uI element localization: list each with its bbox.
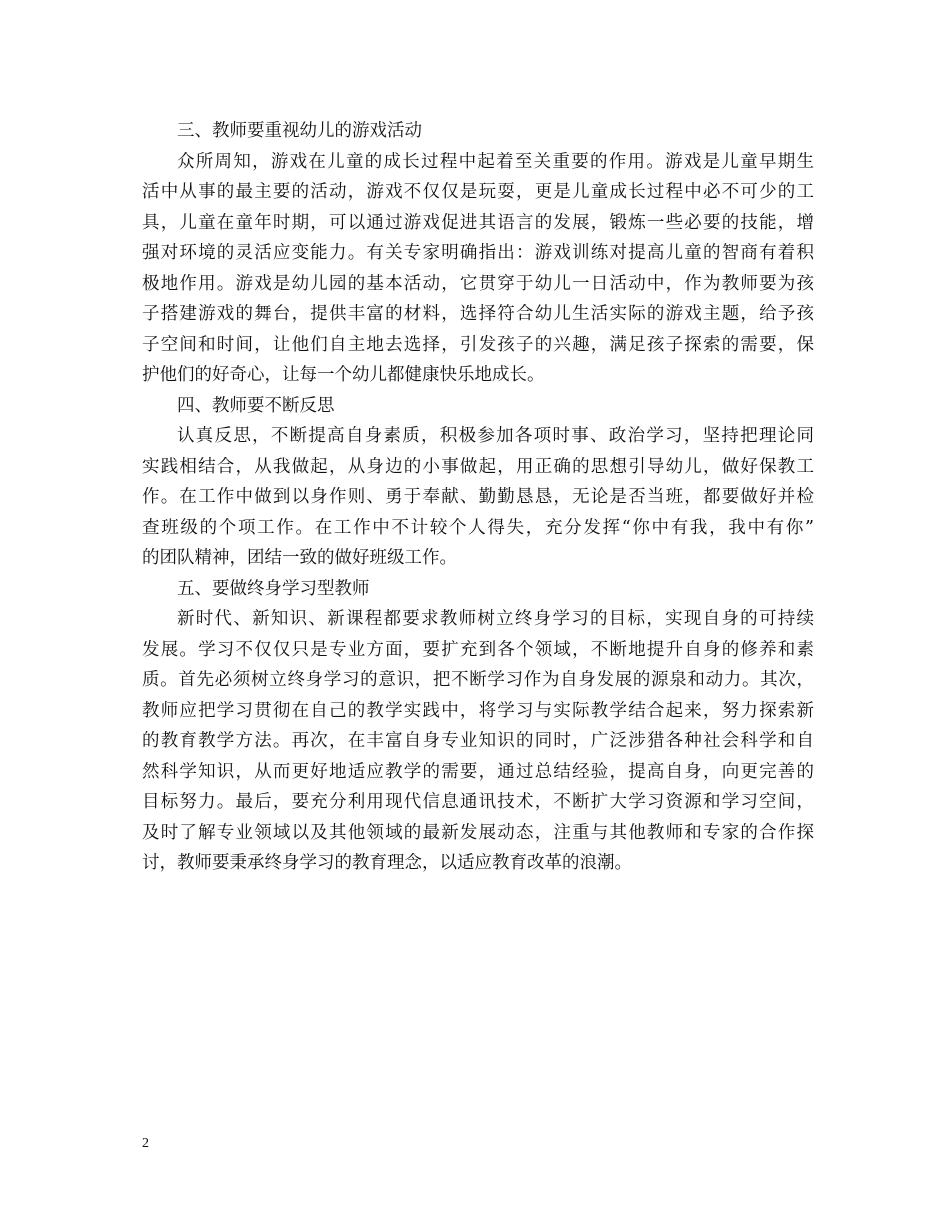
paragraph-line: 极地作用。游戏是幼儿园的基本活动，它贯穿于幼儿一日活动中，作为教师要为孩 xyxy=(142,273,814,294)
paragraph-line: 强对环境的灵活应变能力。有关专家明确指出：游戏训练对提高儿童的智商有着积 xyxy=(142,243,814,263)
section-heading: 五、要做终身学习型教师 xyxy=(177,578,370,599)
section-heading: 四、教师要不断反思 xyxy=(177,395,335,416)
page-number: 2 xyxy=(142,1136,149,1151)
paragraph-line: 讨，教师要秉承终身学习的教育理念，以适应教育改革的浪潮。 xyxy=(142,853,632,873)
paragraph-line: 子搭建游戏的舞台，提供丰富的材料，选择符合幼儿生活实际的游戏主题，给予孩 xyxy=(142,304,814,324)
paragraph-line: 新时代、新知识、新课程都要求教师树立终身学习的目标，实现自身的可持续 xyxy=(177,609,814,629)
paragraph-line: 然科学知识，从而更好地适应教学的需要，通过总结经验，提高自身，向更完善的 xyxy=(142,761,814,782)
section-4 xyxy=(142,391,814,574)
paragraph-line: 具，儿童在童年时期，可以通过游戏促进其语言的发展，锻炼一些必要的技能，增 xyxy=(142,212,814,233)
paragraph-line: 作。在工作中做到以身作则、勇于奉献、勤勤恳恳，无论是否当班，都要做好并检 xyxy=(142,487,814,507)
paragraph-line: 质。首先必须树立终身学习的意识，把不断学习作为自身发展的源泉和动力。其次， xyxy=(142,670,814,690)
section-heading: 三、教师要重视幼儿的游戏活动 xyxy=(177,121,422,141)
paragraph-line: 实践相结合，从我做起，从身边的小事做起，用正确的思想引导幼儿，做好保教工 xyxy=(142,456,814,477)
paragraph-line: 的团队精神，团结一致的做好班级工作。 xyxy=(142,548,457,568)
section-5 xyxy=(142,574,814,879)
paragraph-line: 活中从事的最主要的活动，游戏不仅仅是玩耍，更是儿童成长过程中必不可少的工 xyxy=(142,182,814,202)
paragraph-line: 众所周知，游戏在儿童的成长过程中起着至关重要的作用。游戏是儿童早期生 xyxy=(177,151,814,172)
document-body xyxy=(142,116,814,879)
paragraph-line: 的教育教学方法。再次，在丰富自身专业知识的同时，广泛涉猎各种社会科学和自 xyxy=(142,731,814,751)
paragraph-line: 及时了解专业领域以及其他领域的最新发展动态，注重与其他教师和专家的合作探 xyxy=(142,822,814,843)
paragraph-line: 目标努力。最后，要充分利用现代信息通讯技术，不断扩大学习资源和学习空间， xyxy=(142,792,814,812)
paragraph-line: 认真反思，不断提高自身素质，积极参加各项时事、政治学习，坚持把理论同 xyxy=(177,426,814,446)
paragraph-line: 护他们的好奇心，让每一个幼儿都健康快乐地成长。 xyxy=(142,365,545,385)
paragraph-line: 查班级的个项工作。在工作中不计较个人得失，充分发挥“你中有我，我中有你” xyxy=(142,517,814,538)
paragraph-line: 教师应把学习贯彻在自己的教学实践中，将学习与实际教学结合起来，努力探索新 xyxy=(142,700,814,721)
paragraph-line: 发展。学习不仅仅只是专业方面，要扩充到各个领域，不断地提升自身的修养和素 xyxy=(142,639,814,660)
section-3 xyxy=(142,116,814,391)
paragraph-line: 子空间和时间，让他们自主地去选择，引发孩子的兴趣，满足孩子探索的需要，保 xyxy=(142,334,814,355)
